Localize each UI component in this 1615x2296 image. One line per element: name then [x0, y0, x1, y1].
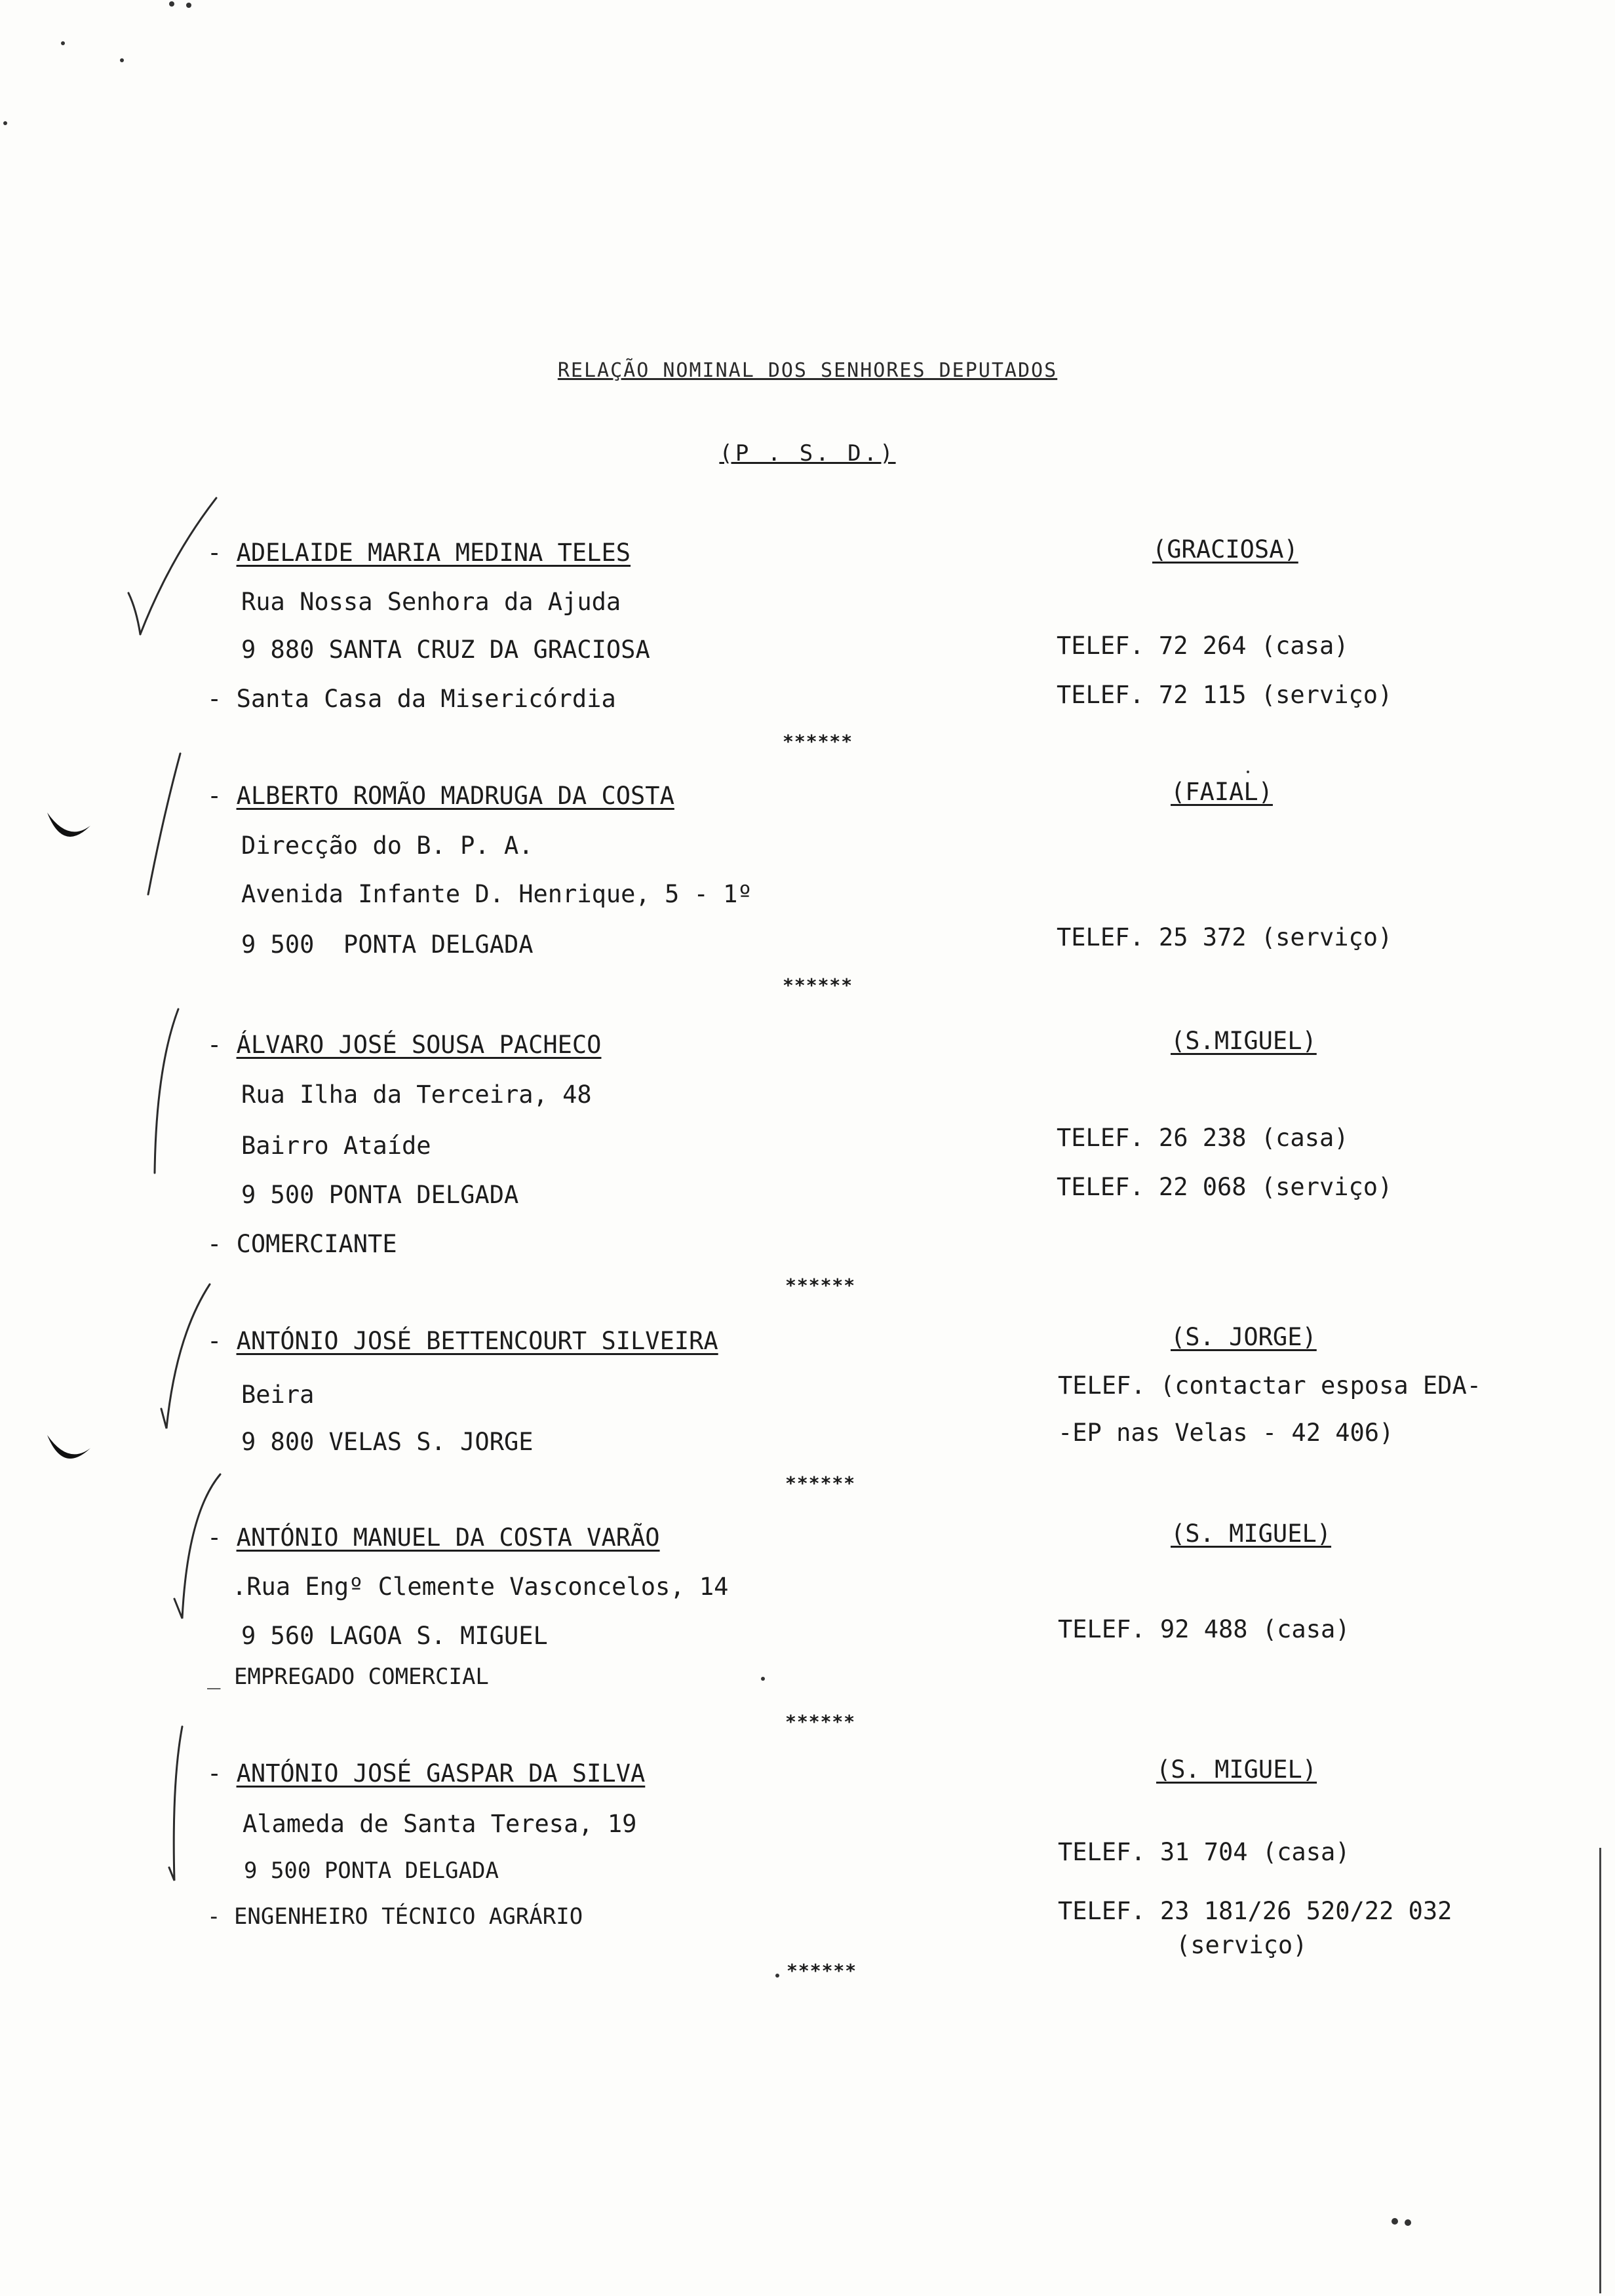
address-line: 9 500 PONTA DELGADA	[244, 1858, 499, 1884]
address-line: Rua Ilha da Terceira, 48	[241, 1081, 592, 1109]
deputy-name: ÁLVARO JOSÉ SOUSA PACHECO	[236, 1031, 602, 1059]
address-line: 9 880 SANTA CRUZ DA GRACIOSA	[241, 636, 650, 664]
address-line: 9 500 PONTA DELGADA	[241, 930, 534, 959]
island-label: (GRACIOSA)	[1152, 535, 1298, 564]
deputy-name: ADELAIDE MARIA MEDINA TELES	[236, 539, 631, 567]
check-mark-1a	[128, 593, 140, 634]
party-label: (P . S. D.)	[719, 440, 896, 467]
entry-name: - ANTÓNIO MANUEL DA COSTA VARÃO	[207, 1523, 660, 1552]
island-label: (FAIAL)	[1171, 778, 1273, 806]
deputy-name: ALBERTO ROMÃO MADRUGA DA COSTA	[236, 782, 674, 810]
document-title: RELAÇÃO NOMINAL DOS SENHORES DEPUTADOS	[557, 359, 1058, 382]
entry-name: - ÁLVARO JOSÉ SOUSA PACHECO	[207, 1031, 602, 1059]
separator: ******	[783, 731, 853, 752]
phone-line: TELEF. 22 068 (serviço)	[1057, 1173, 1393, 1201]
address-line: 9 500 PONTA DELGADA	[241, 1181, 519, 1209]
occupation-text: ENGENHEIRO TÉCNICO AGRÁRIO	[233, 1904, 583, 1930]
occupation-line: - Santa Casa da Misericórdia	[207, 685, 616, 713]
address-line: Direcção do B. P. A.	[241, 832, 534, 860]
separator: ******	[785, 1274, 856, 1296]
entry-name: - ANTÓNIO JOSÉ BETTENCOURT SILVEIRA	[207, 1327, 718, 1355]
entry-name: - ANTÓNIO JOSÉ GASPAR DA SILVA	[207, 1759, 646, 1788]
address-line: .Rua Engº Clemente Vasconcelos, 14	[232, 1573, 729, 1601]
phone-line: TELEF. 26 238 (casa)	[1057, 1124, 1349, 1152]
phone-line: TELEF. 92 488 (casa)	[1058, 1615, 1350, 1643]
address-line: Beira	[241, 1381, 315, 1409]
phone-line: TELEF. 25 372 (serviço)	[1057, 923, 1393, 951]
separator: ******	[787, 1960, 857, 1981]
separator: ******	[783, 974, 853, 996]
check-mark-1b	[140, 498, 216, 634]
address-line: Alameda de Santa Teresa, 19	[243, 1810, 637, 1838]
deputy-name: ANTÓNIO JOSÉ BETTENCOURT SILVEIRA	[236, 1327, 718, 1355]
separator: ******	[785, 1472, 856, 1494]
check-mark-2	[148, 754, 180, 894]
phone-line: TELEF. 72 264 (casa)	[1057, 632, 1349, 660]
island-label: (S. MIGUEL)	[1171, 1520, 1332, 1548]
phone-line: TELEF. 23 181/26 520/22 032	[1058, 1897, 1452, 1925]
address-line: 9 800 VELAS S. JORGE	[241, 1428, 534, 1456]
occupation-text: EMPREGADO COMERCIAL	[233, 1664, 489, 1690]
occupation-line: - ENGENHEIRO TÉCNICO AGRÁRIO	[207, 1904, 583, 1930]
deputy-name: ANTÓNIO MANUEL DA COSTA VARÃO	[236, 1523, 660, 1552]
deputy-name: ANTÓNIO JOSÉ GASPAR DA SILVA	[236, 1759, 646, 1788]
check-mark-3	[155, 1009, 178, 1173]
occupation-text: COMERCIANTE	[236, 1230, 397, 1258]
phone-line: TELEF. 72 115 (serviço)	[1057, 681, 1393, 709]
phone-line: (serviço)	[1176, 1931, 1308, 1959]
address-line: Bairro Ataíde	[241, 1132, 431, 1160]
address-line: 9 560 LAGOA S. MIGUEL	[241, 1622, 548, 1650]
phone-line: -EP nas Velas - 42 406)	[1058, 1419, 1394, 1447]
occupation-text: Santa Casa da Misericórdia	[236, 685, 616, 713]
binder-hole-marks	[47, 813, 90, 1459]
phone-line: TELEF. (contactar esposa EDA-	[1058, 1371, 1482, 1400]
check-mark-6	[169, 1727, 182, 1881]
address-line: Rua Nossa Senhora da Ajuda	[241, 588, 621, 616]
occupation-line: _ EMPREGADO COMERCIAL	[207, 1664, 489, 1690]
island-label: (S. MIGUEL)	[1156, 1755, 1317, 1784]
separator: ******	[785, 1711, 856, 1732]
address-text: Rua Engº Clemente Vasconcelos, 14	[246, 1573, 729, 1601]
check-mark-4	[161, 1284, 210, 1428]
page-edge-line	[1599, 1848, 1601, 2293]
occupation-line: - COMERCIANTE	[207, 1230, 397, 1258]
paper-specks	[3, 1, 1411, 2226]
island-label: (S. JORGE)	[1171, 1323, 1317, 1351]
island-label: (S.MIGUEL)	[1171, 1027, 1317, 1055]
phone-line: TELEF. 31 704 (casa)	[1058, 1838, 1350, 1866]
entry-name: - ALBERTO ROMÃO MADRUGA DA COSTA	[207, 782, 674, 810]
address-line: Avenida Infante D. Henrique, 5 - 1º	[241, 880, 752, 908]
entry-name: - ADELAIDE MARIA MEDINA TELES	[207, 539, 631, 567]
